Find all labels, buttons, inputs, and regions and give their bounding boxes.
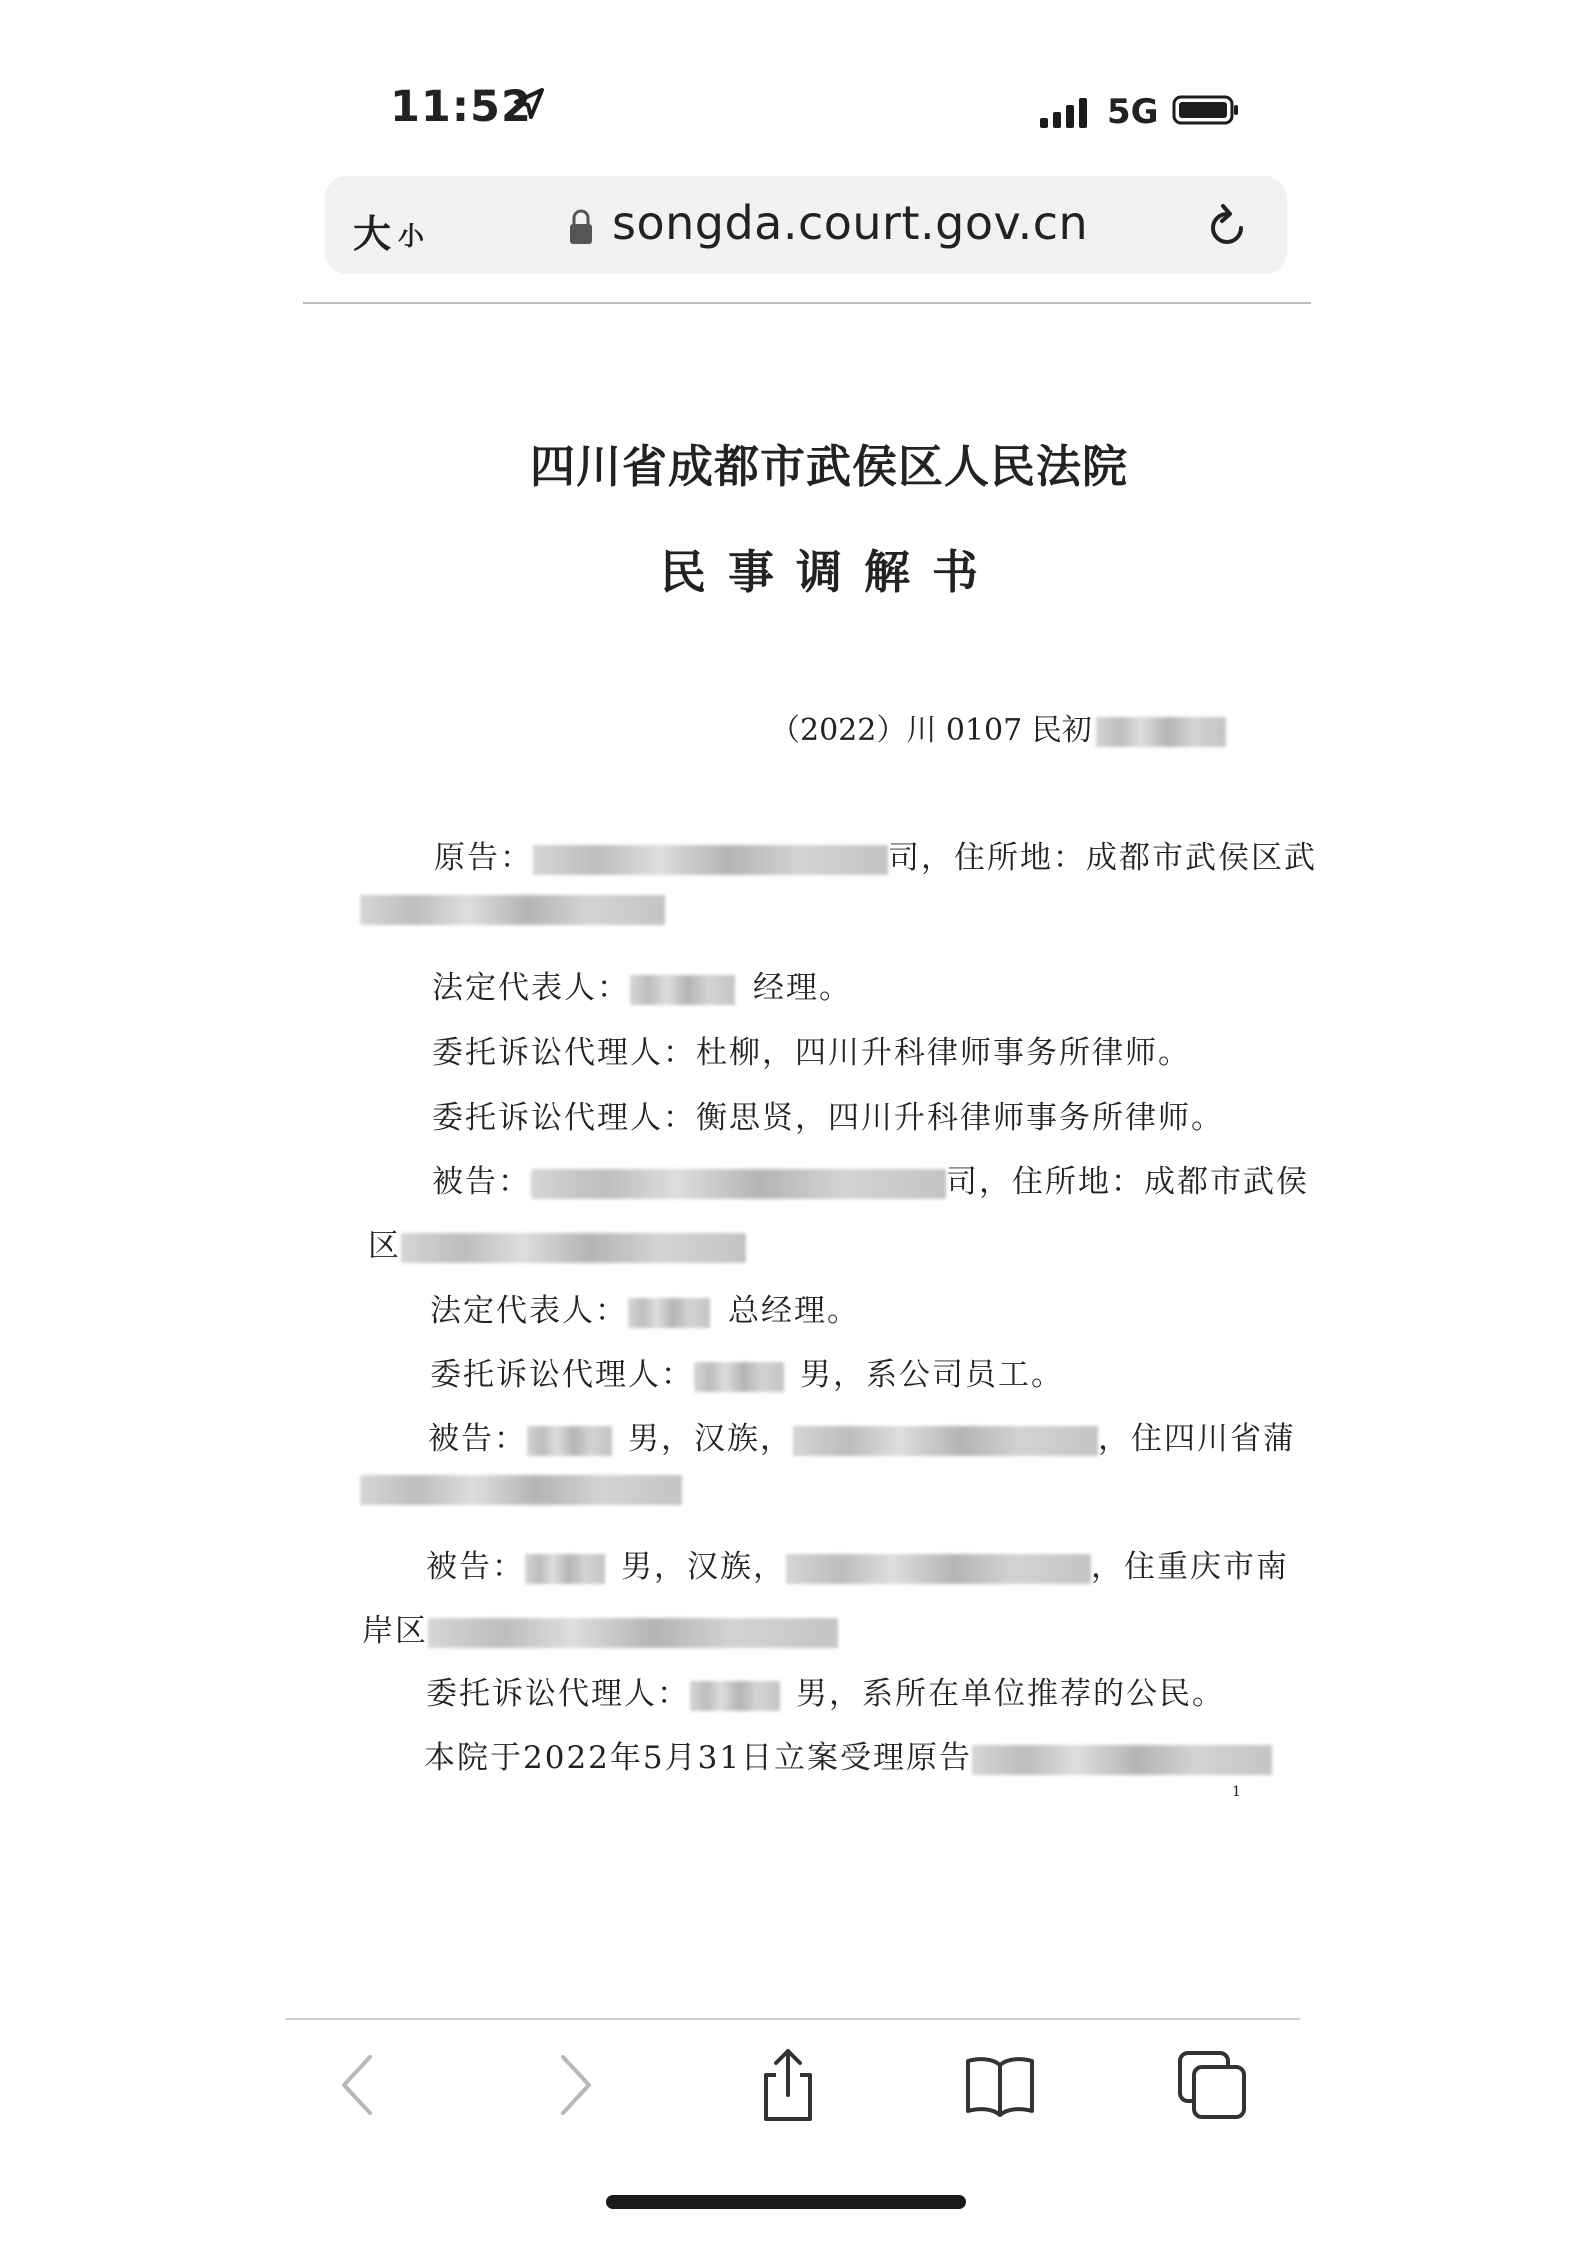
- tabs-icon[interactable]: [1172, 2045, 1252, 2125]
- cellular-signal-icon: [1040, 96, 1090, 130]
- text-size-button[interactable]: 大: [353, 212, 392, 256]
- lock-icon: [568, 208, 594, 246]
- forward-icon[interactable]: [535, 2045, 615, 2125]
- paragraph-defendant-3-cont: 岸区: [362, 1605, 838, 1650]
- page-number: 1: [1232, 1784, 1241, 1800]
- paragraph-defendant-1-cont: 区: [368, 1220, 746, 1265]
- status-time: 11:52: [390, 82, 532, 132]
- redaction: [1096, 717, 1226, 747]
- case-number: [770, 705, 1226, 749]
- text-size-small-label: 小: [398, 222, 425, 252]
- back-icon[interactable]: [318, 2045, 398, 2125]
- paragraph-plaintiff: 原告： 司，住所地：成都市武侯区武: [434, 840, 1317, 876]
- redaction: [694, 1362, 784, 1392]
- document-title: 民事调解书: [660, 545, 1000, 599]
- share-icon[interactable]: [748, 2045, 828, 2125]
- location-arrow-icon: [508, 84, 548, 124]
- redaction: [360, 1475, 682, 1505]
- divider: [303, 302, 1311, 304]
- redaction: [360, 895, 665, 925]
- network-type: 5G: [1107, 92, 1159, 132]
- paragraph-agent-1: 委托诉讼代理人：杜柳，四川升科律师事务所律师。: [432, 1035, 1191, 1071]
- battery-icon: [1172, 94, 1240, 126]
- court-name: 四川省成都市武侯区人民法院: [530, 440, 1129, 493]
- home-indicator[interactable]: [606, 2195, 966, 2209]
- paragraph-agent-3: 委托诉讼代理人： 男，系公司员工。: [430, 1357, 1064, 1393]
- paragraph-filing: 本院于2022年5月31日立案受理原告: [424, 1732, 1272, 1777]
- divider: [285, 2018, 1300, 2020]
- redaction: [972, 1745, 1272, 1775]
- paragraph-legal-rep: 法定代表人： 经理。: [432, 970, 852, 1006]
- bookmarks-icon[interactable]: [960, 2045, 1040, 2125]
- paragraph-legal-rep-2: 法定代表人： 总经理。: [430, 1293, 860, 1329]
- case-number-text: （2022）川 0107 民初: [770, 713, 1092, 748]
- redaction: [527, 1426, 612, 1456]
- paragraph-defendant-2: 被告： 男，汉族， ，住四川省蒲: [428, 1421, 1296, 1457]
- redaction: [628, 1298, 710, 1328]
- paragraph-defendant-1: 被告： 司，住所地：成都市武侯: [432, 1164, 1309, 1200]
- redaction: [793, 1426, 1098, 1456]
- url-text[interactable]: songda.court.gov.cn: [612, 196, 1089, 250]
- paragraph-agent-2: 委托诉讼代理人：衡思贤，四川升科律师事务所律师。: [432, 1100, 1224, 1136]
- paragraph-defendant-3: 被告： 男，汉族， ，住重庆市南: [426, 1549, 1289, 1585]
- redaction: [533, 845, 888, 875]
- redaction: [531, 1169, 946, 1199]
- redaction: [786, 1554, 1091, 1584]
- redaction: [525, 1554, 605, 1584]
- reload-icon[interactable]: [1205, 200, 1251, 252]
- redaction: [401, 1233, 746, 1263]
- paragraph-agent-4: 委托诉讼代理人： 男，系所在单位推荐的公民。: [426, 1676, 1225, 1712]
- redaction: [428, 1618, 838, 1648]
- redaction: [690, 1681, 780, 1711]
- redaction: [630, 975, 735, 1005]
